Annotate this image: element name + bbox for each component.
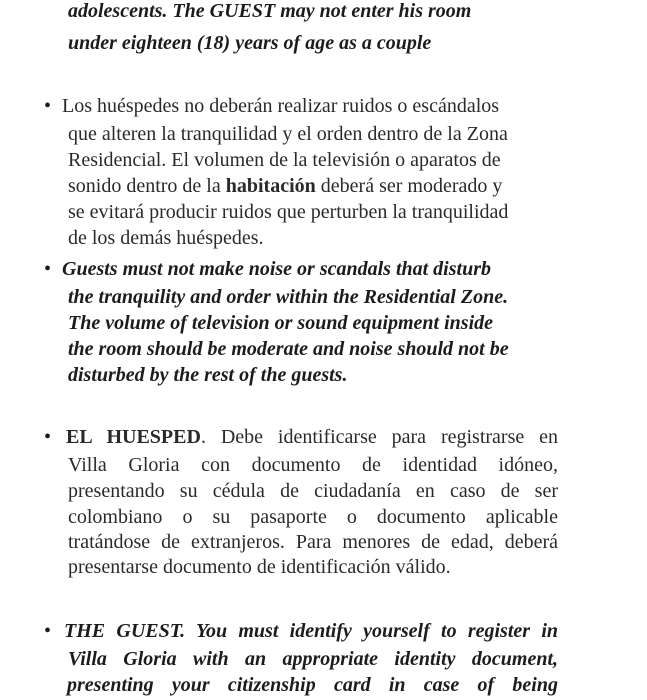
id-rule-en-line-2: Villa Gloria with an appropriate identity document, [68,648,558,670]
guest-room-rule-line-1: adolescents. The GUEST may not enter his room [68,0,472,22]
bullet-id-en: • [44,620,52,642]
id-rule-es-line-4: colombiano o su pasaporte o documento aplicable [68,506,558,528]
id-rule-es-line-2: Villa Gloria con documento de identidad idóneo, [68,454,558,476]
noise-rule-es-line-5: se evitará producir ruidos que perturben la tranquilidad [68,201,509,223]
bullet-noise-en: • [44,258,52,280]
el-huesped-bold: EL HUESPED [66,426,201,448]
noise-rule-en-line-1: Guests must not make noise or scandals that disturb [62,258,491,280]
guest-room-rule-line-2: under eighteen (18) years of age as a couple [68,32,432,54]
id-rule-es-line-1-rest: . Debe identificarse para registrarse en [200,426,558,448]
noise-rule-en-line-2: the tranquility and order within the Residential Zone. [68,286,509,308]
noise-rule-es-line-6: de los demás huéspedes. [68,227,264,249]
id-rule-es-line-3: presentando su cédula de ciudadanía en caso de ser [68,480,558,502]
noise-rule-es-line-4 [68,173,502,199]
noise-rule-en-line-5: disturbed by the rest of the guests. [68,364,348,386]
noise-rule-en-line-4: the room should be moderate and noise should not be [68,338,509,360]
id-rule-es-line-5: tratándose de extranjeros. Para menores de edad, deberá [68,531,558,553]
id-rule-es-line-1 [66,424,558,450]
noise-rule-es-line-4-pre: sonido dentro de la [68,175,226,197]
habitacion-bold: habitación [225,175,316,197]
bullet-id-es: • [44,426,52,448]
noise-rule-es-line-2: que alteren la tranquilidad y el orden dentro de la Zona [68,123,508,145]
noise-rule-es-line-3: Residencial. El volumen de la televisión o aparatos de [68,149,501,171]
bullet-noise-es: • [44,95,52,117]
id-rule-es-line-6: presentarse documento de identificación válido. [68,556,451,578]
noise-rule-en-line-3: The volume of television or sound equipment inside [68,312,494,334]
id-rule-en-line-1: THE GUEST. You must identify yourself to register in [64,620,558,642]
noise-rule-es-line-1: Los huéspedes no deberán realizar ruidos o escándalos [62,95,500,117]
noise-rule-es-line-4-post: deberá ser moderado y [315,175,503,197]
id-rule-en-line-3: presenting your citizenship card in case of being [67,674,558,696]
